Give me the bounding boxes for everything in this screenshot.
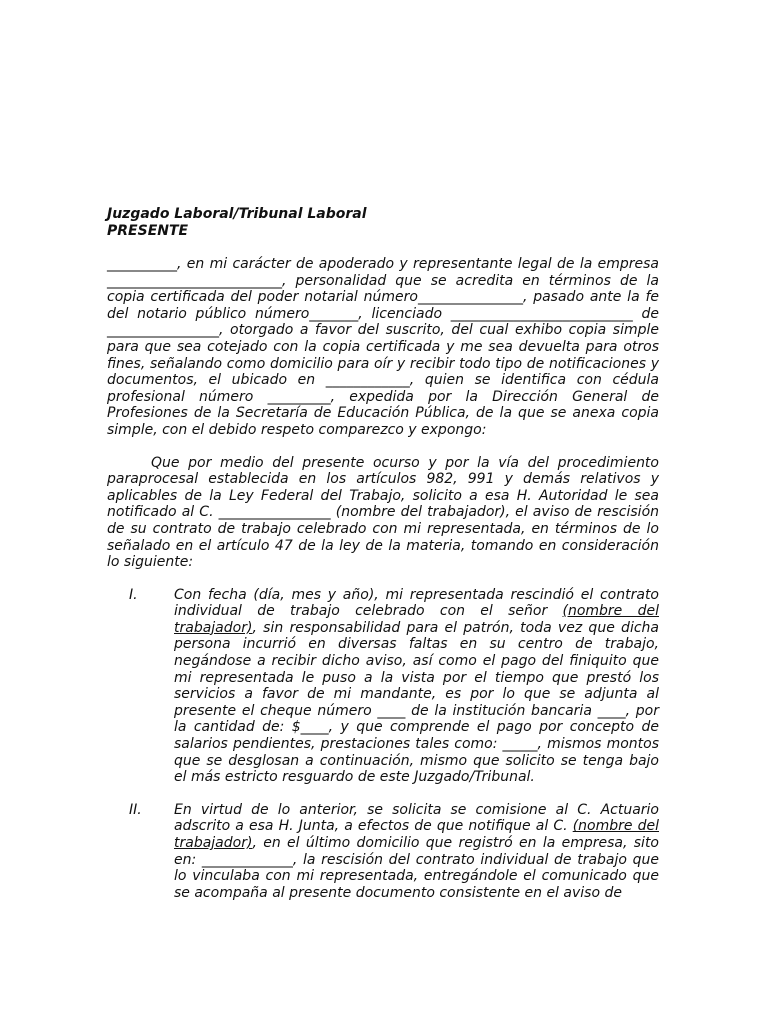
blank-company: _________________________ bbox=[107, 272, 282, 289]
list-item-number: I. bbox=[129, 586, 138, 603]
numbered-list bbox=[107, 587, 659, 902]
blank-de: ________________ bbox=[107, 322, 219, 339]
presente-heading: PRESENTE bbox=[107, 223, 189, 239]
underlined-worker-name: (nombre del trabajador) bbox=[174, 603, 659, 636]
list-item bbox=[107, 587, 659, 786]
request-paragraph: Que por medio del presente ocurso y por la vía del procedimiento paraprocesal establecida en los artículos 982, 991 y demás relativos y aplicables de la Ley Federal del Trabajo, solicito a esa H. Autoridad le sea notificado al C. ________________ (nombre del trabajador), el aviso de rescisión de su contrato de trabajo celebrado con mi representada, en términos de lo señalado en el artículo 47 de la ley de la materia, tomando en consideración lo siguiente: bbox=[107, 454, 660, 571]
document-page bbox=[107, 206, 659, 917]
intro-paragraph: __________, en mi carácter de apoderado y representante legal de la empresa _________________________, personalidad que se acredita en términos de la copia certificada del poder notarial número_______________, pasado ante la fe del notario público número_______, licenciado __________________________ de ________________, otorgado a favor del suscrito, del cual exhibo copia simple para que sea cotejado con la copia certificada y me sea devuelta para otros fines, señalando como domicilio para oír y recibir todo tipo de notificaciones y documentos, el ubicado en ____________, quien se identifica con cédula profesional número _________, expedida por la Dirección General de Profesiones de la Secretaría de Educación Pública, de la que se anexa copia simple, con el debido respeto comparezco y expongo: bbox=[107, 256, 660, 438]
underlined-worker-name: (nombre del trabajador) bbox=[174, 818, 659, 851]
blank-notario: _______ bbox=[309, 305, 359, 322]
blank-name: __________ bbox=[107, 256, 177, 272]
blank-c: ________________ bbox=[218, 504, 331, 521]
list-item-text: En virtud de lo anterior, se solicita se comisione al C. Actuario adscrito a esa H. Junta, a efectos de que notifique al C. (nombre del trabajador), en el último domicilio que registró en la empresa, sito en: _____________, la rescisión del contrato individual de trabajo que lo vinculaba con mi representada, entregándole el comunicado que se acompaña al presente documento consistente en el aviso de bbox=[174, 801, 659, 901]
blank-licenciado: __________________________ bbox=[450, 305, 633, 322]
list-item bbox=[107, 802, 659, 902]
blank-poder: _______________ bbox=[417, 289, 523, 306]
blank-cedula: _________ bbox=[267, 388, 331, 405]
list-item-number: II. bbox=[129, 801, 142, 818]
blank-domicilio: ____________ bbox=[325, 372, 410, 389]
court-heading: Juzgado Laboral/Tribunal Laboral bbox=[107, 206, 367, 222]
list-item-text: Con fecha (día, mes y año), mi representada rescindió el contrato individual de trabajo celebrado con el señor (nombre del trabajador), sin responsabilidad para el patrón, toda vez que dicha persona incurrió en diversas faltas en su centro de trabajo, negándose a recibir dicho aviso, así como el pago del finiquito que mi representada le puso a la vista por el tiempo que prestó los servicios a favor de mi mandante, es por lo que se adjunta al presente el cheque número ____ de la institución bancaria ____, por la cantidad de: $____, y que comprende el pago por concepto de salarios pendientes, prestaciones tales como: _____, mismos montos que se desglosan a continuación, mismo que solicito se tenga bajo el más estricto resguardo de este Juzgado/Tribunal. bbox=[174, 586, 659, 786]
